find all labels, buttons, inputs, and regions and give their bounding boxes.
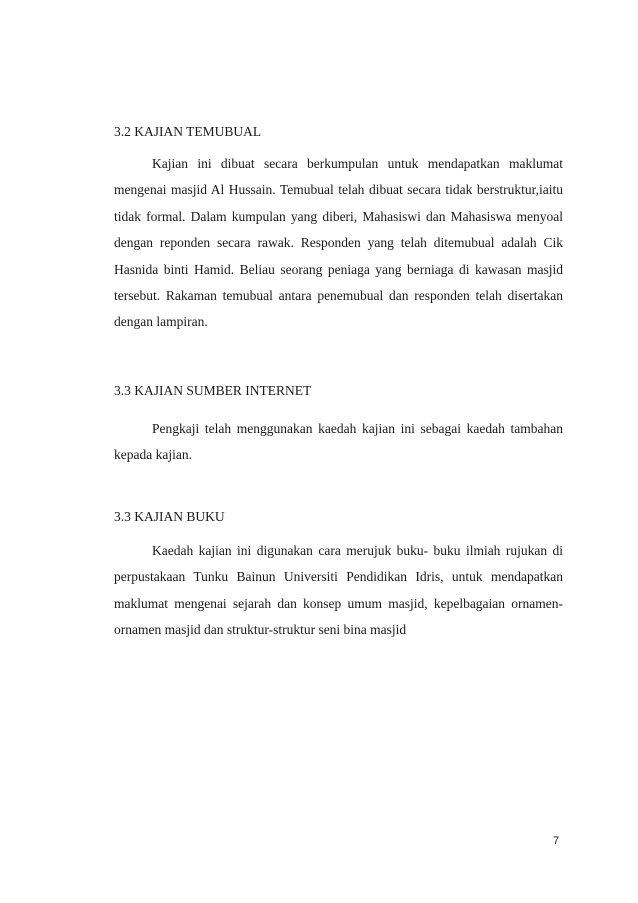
section-heading-kajian-sumber-internet: 3.3 KAJIAN SUMBER INTERNET xyxy=(114,383,312,398)
section-paragraph-kajian-temubual: Kajian ini dibuat secara berkumpulan untuk mendapatkan maklumat mengenai masjid Al Hussain. Temubual telah dibuat secara tidak berstruktur,iaitu tidak formal. Dalam kumpulan yang diberi, Mahasiswi dan Mahasiswa menyoal dengan reponden secara rawak. Responden yang telah ditemubual adalah Cik Hasnida binti Hamid. Beliau seorang peniaga yang berniaga di kawasan masjid tersebut. Rakaman temubual antara penemubual dan responden telah disertakan dengan lampiran. xyxy=(114,156,563,330)
section-heading-kajian-temubual: 3.2 KAJIAN TEMUBUAL xyxy=(114,124,262,139)
page-number: 7 xyxy=(553,835,560,847)
section-paragraph-kajian-sumber-internet: Pengkaji telah menggunakan kaedah kajian ini sebagai kaedah tambahan kepada kajian. xyxy=(114,421,563,463)
section-heading-kajian-buku: 3.3 KAJIAN BUKU xyxy=(114,509,225,524)
section-paragraph-kajian-buku: Kaedah kajian ini digunakan cara merujuk buku- buku ilmiah rujukan di perpustakaan Tunku Bainun Universiti Pendidikan Idris, untuk mendapatkan maklumat mengenai sejarah dan konsep umum masjid, kepelbagaian ornamen- ornamen masjid dan struktur-struktur seni bina masjid xyxy=(114,543,563,638)
